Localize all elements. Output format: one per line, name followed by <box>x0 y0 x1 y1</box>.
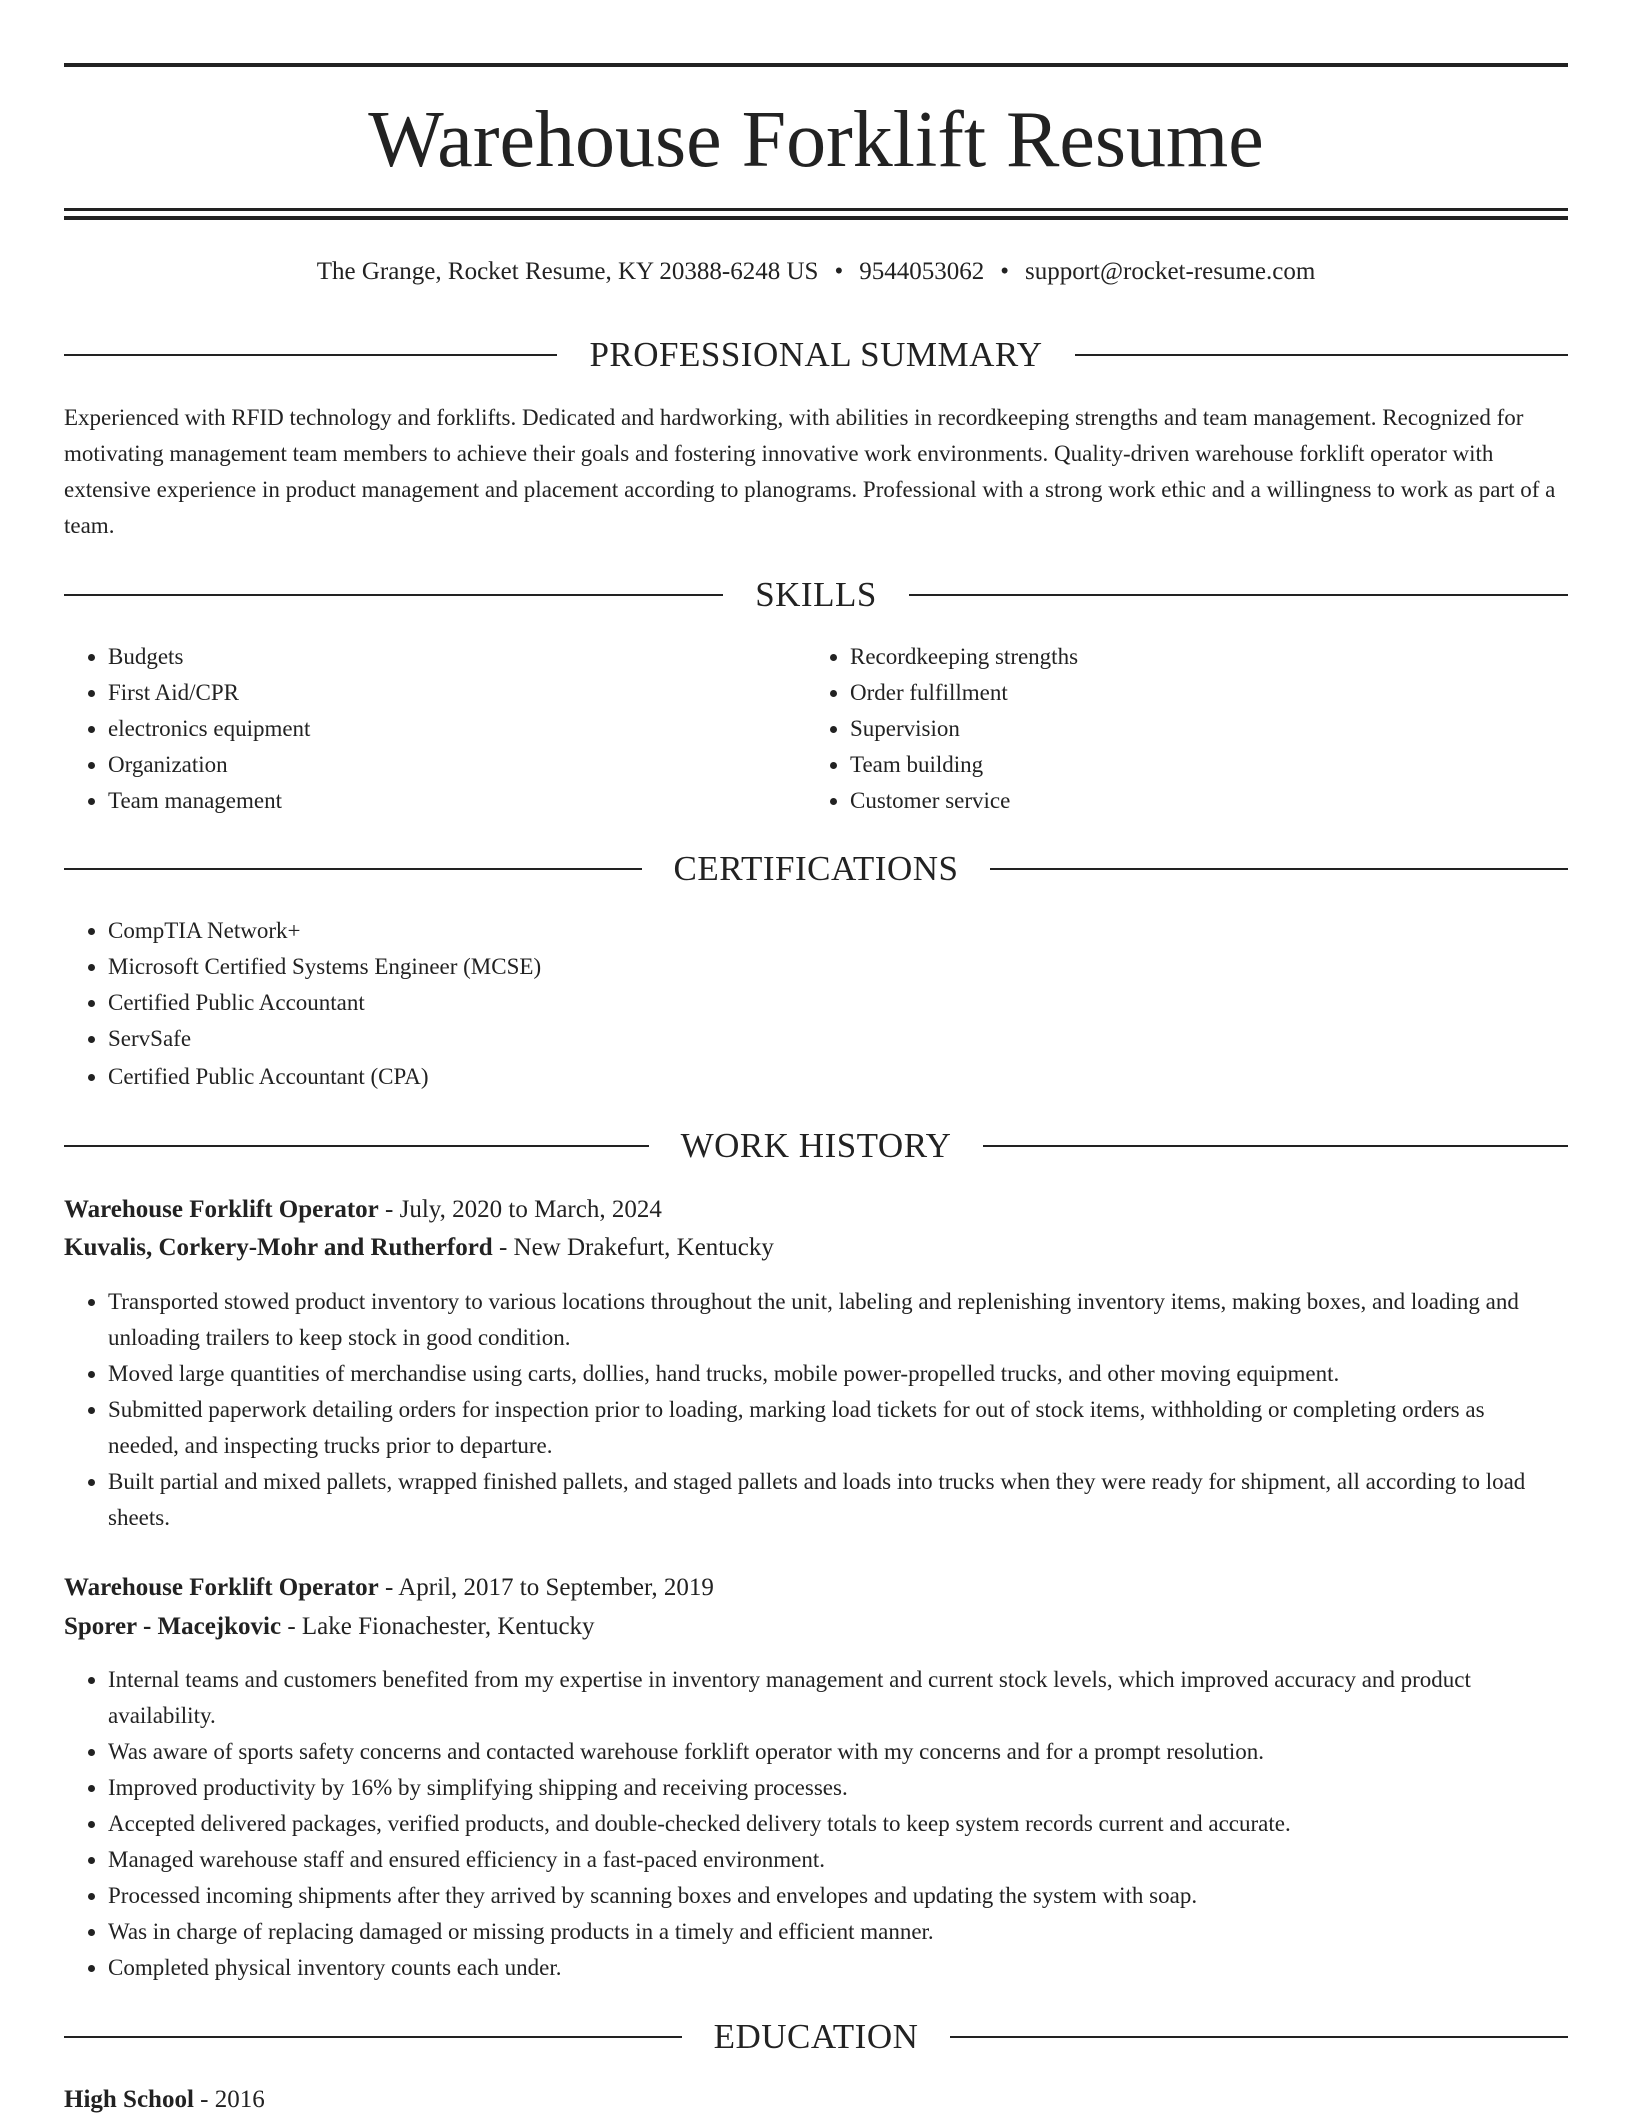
skill-item: • Supervision <box>850 711 1568 747</box>
job-company: Kuvalis, Corkery-Mohr and Rutherford <box>64 1234 493 1261</box>
job-duty-item: • Processed incoming shipments after they arrived by scanning boxes and envelopes and updating the system with soap. <box>108 1878 1544 1914</box>
skill-item: • electronics equipment <box>108 711 804 747</box>
section-heading-work-history <box>64 1122 1568 1170</box>
skill-item: • Budgets <box>108 639 804 675</box>
job-title-line <box>64 1568 1568 1608</box>
skill-item: • First Aid/CPR <box>108 675 804 711</box>
certification-item: • Certified Public Accountant <box>108 985 1568 1021</box>
certifications-block <box>64 913 1568 1095</box>
job-duty-item: • Moved large quantities of merchandise using carts, dollies, hand trucks, mobile power-propelled trucks, and other moving equipment. <box>108 1356 1544 1392</box>
section-title: WORK HISTORY <box>680 1126 952 1165</box>
section-title: CERTIFICATIONS <box>673 849 959 888</box>
contact-address: The Grange, Rocket Resume, KY 20388-6248 US <box>316 258 819 285</box>
heading-rule-right <box>1075 354 1568 356</box>
section-title: PROFESSIONAL SUMMARY <box>589 335 1043 374</box>
contact-email: support@rocket-resume.com <box>1025 258 1316 285</box>
contact-separator: • <box>834 258 844 285</box>
job-duty-item: • Transported stowed product inventory to various locations throughout the unit, labeling and replenishing inventory items, making boxes, and loading and unloading trailers to keep stock in good condition. <box>108 1284 1544 1356</box>
section-heading-summary <box>64 331 1568 379</box>
skills-column-left <box>64 639 804 819</box>
resume-title: Warehouse Forklift Resume <box>368 96 1264 184</box>
section-heading-skills <box>64 571 1568 619</box>
contact-line <box>64 252 1568 292</box>
skills-column-right <box>806 639 1568 819</box>
heading-rule-right <box>983 1145 1568 1147</box>
heading-rule-right <box>990 868 1568 870</box>
skills-list-right <box>806 639 1568 819</box>
job-duty-item: • Improved productivity by 16% by simplifying shipping and receiving processes. <box>108 1770 1544 1806</box>
certification-item: • CompTIA Network+ <box>108 913 1568 949</box>
section-title: SKILLS <box>755 575 877 614</box>
job-location: - Lake Fionachester, Kentucky <box>281 1613 595 1640</box>
title-double-rule-upper <box>64 208 1568 211</box>
summary-paragraph: Experienced with RFID technology and forklifts. Dedicated and hardworking, with abilities in recordkeeping strengths and team management. Recognized for motivating management team members to achieve their goals and fostering innovative work environments. Quality-driven warehouse forklift operator with extensive experience in product management and placement according to planograms. Professional with a strong work ethic and a willingness to work as part of a team. <box>64 405 1556 538</box>
certifications-list <box>64 913 1568 1095</box>
skill-item: • Team building <box>850 747 1568 783</box>
job-duties <box>64 1662 1544 1986</box>
contact-phone: 9544053062 <box>859 258 985 285</box>
job-dates: - July, 2020 to March, 2024 <box>378 1196 662 1223</box>
skill-item: • Recordkeeping strengths <box>850 639 1568 675</box>
certification-item: • Microsoft Certified Systems Engineer (MCSE) <box>108 949 1568 985</box>
heading-rule-right <box>950 2036 1568 2038</box>
job-duties <box>64 1284 1544 1536</box>
job-duty-item: • Was aware of sports safety concerns and contacted warehouse forklift operator with my concerns and for a prompt resolution. <box>108 1734 1544 1770</box>
job-duty-item: • Internal teams and customers benefited from my expertise in inventory management and current stock levels, which improved accuracy and product availability. <box>108 1662 1544 1734</box>
education-year: - 2016 <box>193 2086 265 2113</box>
contact-separator: • <box>1000 258 1009 285</box>
top-rule <box>64 63 1568 67</box>
heading-rule-left <box>64 868 642 870</box>
job-duty-item: • Built partial and mixed pallets, wrapped finished pallets, and staged pallets and loads into trucks when they were ready for shipment, all according to load sheets. <box>108 1464 1544 1536</box>
skill-item: • Order fulfillment <box>850 675 1568 711</box>
section-heading-certifications <box>64 845 1568 893</box>
job-duty-item: • Was in charge of replacing damaged or missing products in a timely and efficient manner. <box>108 1914 1544 1950</box>
job-company-line <box>64 1228 1568 1268</box>
job-duty-item: • Submitted paperwork detailing orders for inspection prior to loading, marking load tickets for out of stock items, withholding or completing orders as needed, and inspecting trucks prior to departure. <box>108 1392 1544 1464</box>
skill-item: • Organization <box>108 747 804 783</box>
heading-rule-left <box>64 354 557 356</box>
job-duty-item: • Managed warehouse staff and ensured efficiency in a fast-paced environment. <box>108 1842 1544 1878</box>
education-entry <box>64 2080 1568 2120</box>
section-heading-education <box>64 2013 1568 2061</box>
job-company-line <box>64 1607 1568 1647</box>
job-title: Warehouse Forklift Operator <box>64 1196 379 1223</box>
heading-rule-left <box>64 594 723 596</box>
job-duty-item: • Completed physical inventory counts each under. <box>108 1950 1544 1986</box>
certification-item: • ServSafe <box>108 1021 1568 1057</box>
heading-rule-left <box>64 1145 649 1147</box>
job-title: Warehouse Forklift Operator <box>64 1574 379 1601</box>
heading-rule-right <box>909 594 1568 596</box>
job-duties-list <box>64 1284 1544 1536</box>
job-duty-item: • Accepted delivered packages, verified products, and double-checked delivery totals to keep system records current and accurate. <box>108 1806 1544 1842</box>
education-school: High School <box>64 2086 194 2113</box>
job-company: Sporer - Macejkovic <box>64 1613 282 1640</box>
skill-item: • Customer service <box>850 783 1568 819</box>
certification-item: • Certified Public Accountant (CPA) <box>108 1059 1568 1095</box>
heading-rule-left <box>64 2036 682 2038</box>
skills-list-left <box>64 639 804 819</box>
skill-item: • Team management <box>108 783 804 819</box>
title-double-rule-lower <box>64 216 1568 220</box>
job-dates: - April, 2017 to September, 2019 <box>378 1574 714 1601</box>
section-title: EDUCATION <box>713 2017 919 2056</box>
job-location: - New Drakefurt, Kentucky <box>492 1234 774 1261</box>
job-title-line <box>64 1190 1568 1230</box>
job-duties-list <box>64 1662 1544 1986</box>
